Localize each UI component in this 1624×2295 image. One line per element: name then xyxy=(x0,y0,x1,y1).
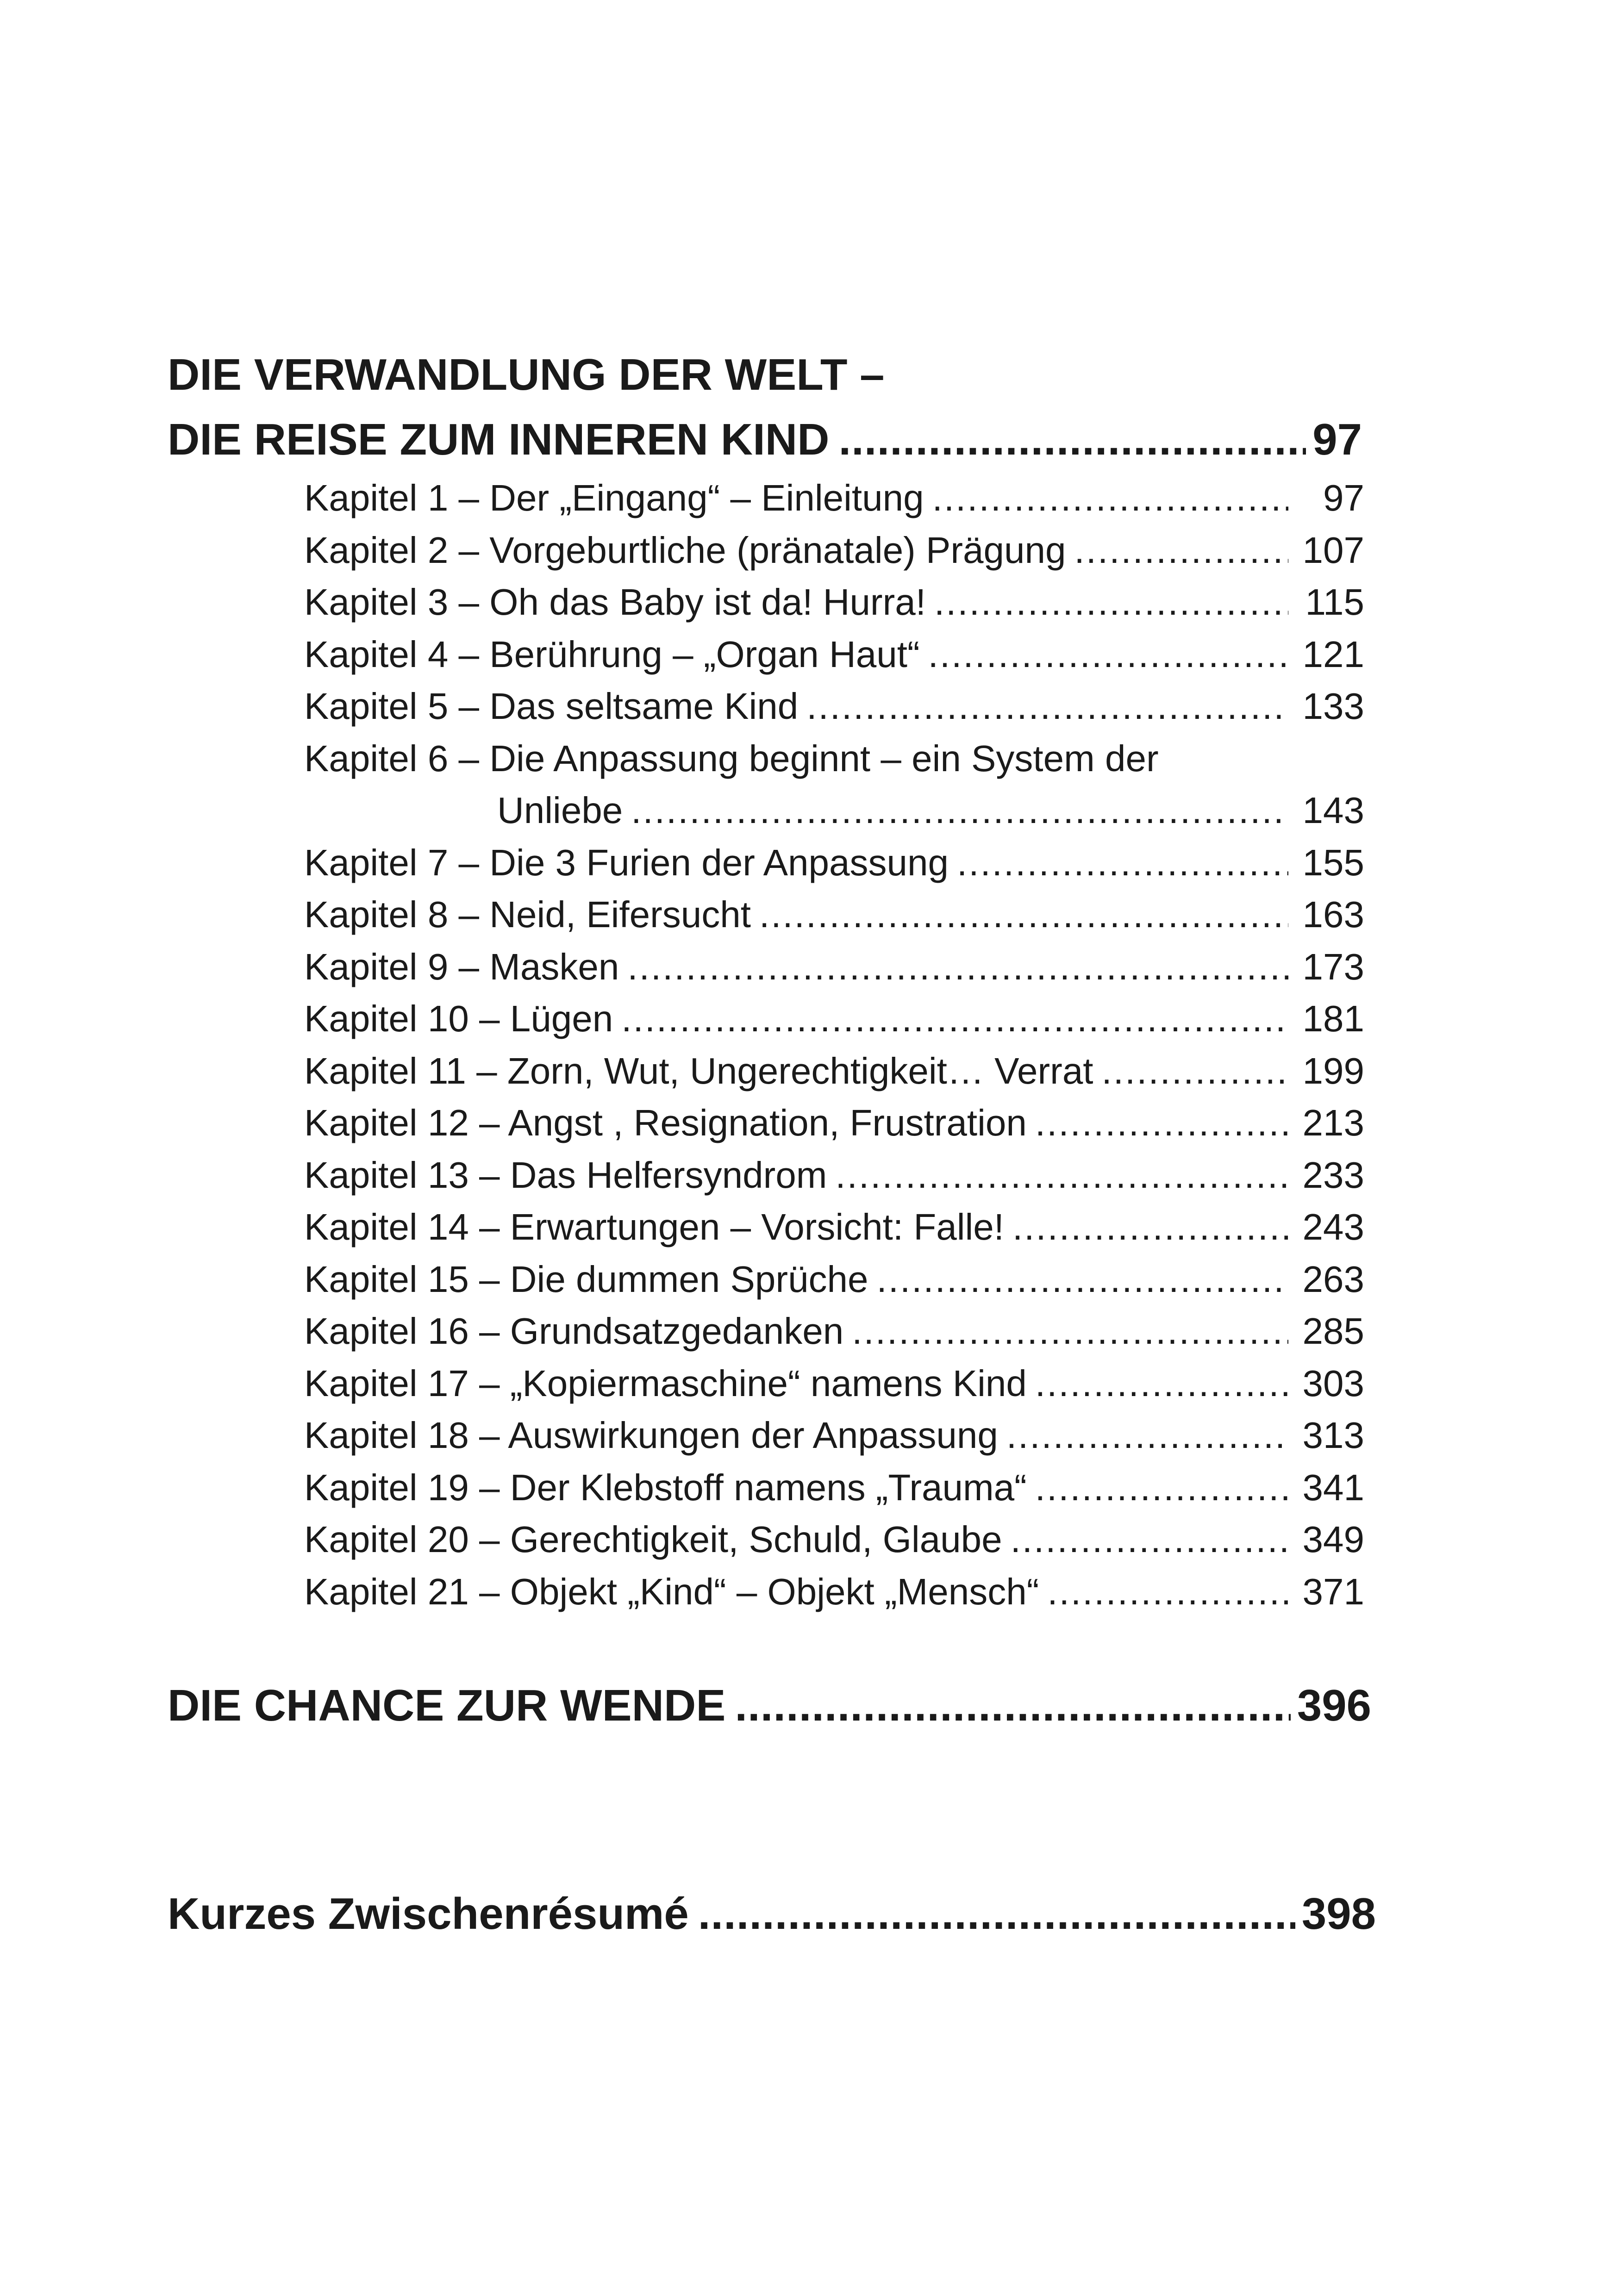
chapter-title: Kapitel 7 – Die 3 Furien der Anpassung xyxy=(304,842,949,883)
chapter-title: Kapitel 18 – Auswirkungen der Anpassung xyxy=(304,1415,998,1456)
chapter-title: Kapitel 11 – Zorn, Wut, Ungerechtigkeit… Verrat xyxy=(304,1050,1093,1091)
dot-leader xyxy=(934,576,1288,629)
chapter-title: Kapitel 13 – Das Helfersyndrom xyxy=(304,1154,827,1196)
toc-entry-chapter[interactable] xyxy=(304,889,1364,941)
chapter-page-number: 243 xyxy=(1302,1206,1364,1247)
section-page-number: 97 xyxy=(1312,415,1362,464)
dot-leader xyxy=(1012,1201,1288,1254)
chapter-title: Kapitel 16 – Grundsatzgedanken xyxy=(304,1310,844,1352)
chapter-title: Kapitel 9 – Masken xyxy=(304,946,619,987)
toc-entry-chapter[interactable] xyxy=(304,1462,1364,1514)
toc-entry-chapter[interactable] xyxy=(304,629,1364,681)
dot-leader xyxy=(1035,1462,1288,1514)
chapter-title-line1[interactable]: Kapitel 6 – Die Anpassung beginnt – ein System der xyxy=(304,737,1159,779)
dot-leader xyxy=(1035,1097,1288,1149)
section-page-number: 396 xyxy=(1297,1681,1371,1730)
dot-leader xyxy=(621,993,1288,1045)
table-of-contents xyxy=(168,343,1376,1946)
chapter-page-number: 155 xyxy=(1302,842,1364,883)
chapter-title: Kapitel 15 – Die dummen Sprüche xyxy=(304,1258,868,1300)
dot-leader xyxy=(806,680,1288,733)
toc-entry-chapter[interactable] xyxy=(304,1045,1364,1098)
chapter-page-number: 263 xyxy=(1302,1258,1364,1300)
toc-entry-chapter[interactable] xyxy=(304,1409,1364,1462)
chapter-title: Kapitel 21 – Objekt „Kind“ – Objekt „Mensch“ xyxy=(304,1571,1039,1612)
dot-leader xyxy=(852,1305,1288,1358)
chapter-page-number: 163 xyxy=(1302,894,1364,935)
chapter-page-number: 349 xyxy=(1302,1519,1364,1560)
chapter-title-continuation: Unliebe xyxy=(497,790,623,831)
chapter-page-number: 181 xyxy=(1302,998,1364,1039)
toc-entry-section[interactable] xyxy=(168,1673,1371,1738)
chapter-title: Kapitel 14 – Erwartungen – Vorsicht: Falle! xyxy=(304,1206,1004,1247)
chapter-title: Kapitel 12 – Angst , Resignation, Frustration xyxy=(304,1102,1027,1143)
toc-entry-chapter[interactable] xyxy=(304,1254,1364,1306)
chapter-page-number: 199 xyxy=(1302,1050,1364,1091)
chapter-title: Kapitel 1 – Der „Eingang“ – Einleitung xyxy=(304,477,924,518)
dot-leader xyxy=(928,629,1288,681)
toc-entry-chapter[interactable] xyxy=(304,1566,1364,1618)
chapter-page-number: 97 xyxy=(1323,477,1364,518)
section-title: Kurzes Zwischenrésumé xyxy=(168,1889,689,1939)
chapter-title: Kapitel 10 – Lügen xyxy=(304,998,613,1039)
chapter-title: Kapitel 3 – Oh das Baby ist da! Hurra! xyxy=(304,581,926,623)
dot-leader xyxy=(835,1149,1288,1202)
chapter-page-number: 341 xyxy=(1302,1466,1364,1508)
toc-entry-chapter[interactable] xyxy=(304,680,1364,733)
dot-leader xyxy=(735,1673,1290,1738)
dot-leader xyxy=(957,837,1288,889)
toc-entry-chapter[interactable] xyxy=(304,837,1364,889)
dot-leader xyxy=(1011,1514,1288,1566)
dot-leader xyxy=(1006,1409,1288,1462)
chapter-page-number: 133 xyxy=(1302,686,1364,727)
dot-leader xyxy=(627,941,1288,993)
chapter-title: Kapitel 19 – Der Klebstoff namens „Trauma“ xyxy=(304,1466,1027,1508)
chapter-page-number: 313 xyxy=(1302,1415,1364,1456)
dot-leader xyxy=(631,785,1288,837)
toc-entry-chapter[interactable] xyxy=(304,1305,1364,1358)
dot-leader xyxy=(876,1254,1288,1306)
section-title-line2: DIE REISE ZUM INNEREN KIND xyxy=(168,415,830,464)
section-page-number: 398 xyxy=(1301,1889,1376,1939)
section-title-line1: DIE VERWANDLUNG DER WELT – xyxy=(168,350,885,399)
section-title: DIE CHANCE ZUR WENDE xyxy=(168,1681,726,1730)
chapter-title: Kapitel 8 – Neid, Eifersucht xyxy=(304,894,751,935)
chapter-title: Kapitel 17 – „Kopiermaschine“ namens Kind xyxy=(304,1362,1027,1404)
chapter-page-number: 107 xyxy=(1302,529,1364,571)
toc-entry-chapter[interactable] xyxy=(304,941,1364,993)
toc-entry-section[interactable] xyxy=(168,407,1362,472)
toc-entry-chapter[interactable] xyxy=(304,785,1364,837)
chapter-page-number: 121 xyxy=(1302,633,1364,675)
toc-entry-chapter[interactable] xyxy=(304,1149,1364,1202)
dot-leader xyxy=(1047,1566,1288,1618)
chapter-page-number: 173 xyxy=(1302,946,1364,987)
toc-entry-chapter[interactable] xyxy=(304,524,1364,577)
chapter-page-number: 115 xyxy=(1305,581,1364,623)
toc-entry-chapter[interactable] xyxy=(304,576,1364,629)
dot-leader xyxy=(1035,1358,1288,1410)
chapter-page-number: 371 xyxy=(1302,1571,1364,1612)
chapter-title: Kapitel 2 – Vorgeburtliche (pränatale) Prägung xyxy=(304,529,1066,571)
toc-entry-section[interactable] xyxy=(168,1882,1376,1946)
toc-entry-chapter[interactable] xyxy=(304,1097,1364,1149)
chapter-title: Kapitel 5 – Das seltsame Kind xyxy=(304,686,799,727)
dot-leader xyxy=(932,472,1288,524)
toc-entry-chapter[interactable] xyxy=(304,993,1364,1045)
chapter-page-number: 285 xyxy=(1302,1310,1364,1352)
chapter-title: Kapitel 4 – Berührung – „Organ Haut“ xyxy=(304,633,920,675)
chapter-page-number: 213 xyxy=(1302,1102,1364,1143)
chapter-page-number: 303 xyxy=(1302,1362,1364,1404)
toc-entry-chapter[interactable] xyxy=(304,1201,1364,1254)
toc-entry-chapter[interactable] xyxy=(304,1358,1364,1410)
dot-leader xyxy=(759,889,1288,941)
chapter-page-number: 233 xyxy=(1302,1154,1364,1196)
chapter-title: Kapitel 20 – Gerechtigkeit, Schuld, Glaube xyxy=(304,1519,1002,1560)
chapter-page-number: 143 xyxy=(1302,790,1364,831)
dot-leader xyxy=(1102,1045,1288,1098)
dot-leader xyxy=(698,1882,1295,1946)
toc-entry-chapter[interactable] xyxy=(304,472,1364,524)
dot-leader xyxy=(1074,524,1288,577)
dot-leader xyxy=(838,407,1306,472)
toc-entry-chapter[interactable] xyxy=(304,1514,1364,1566)
chapter-list xyxy=(304,472,1364,1618)
